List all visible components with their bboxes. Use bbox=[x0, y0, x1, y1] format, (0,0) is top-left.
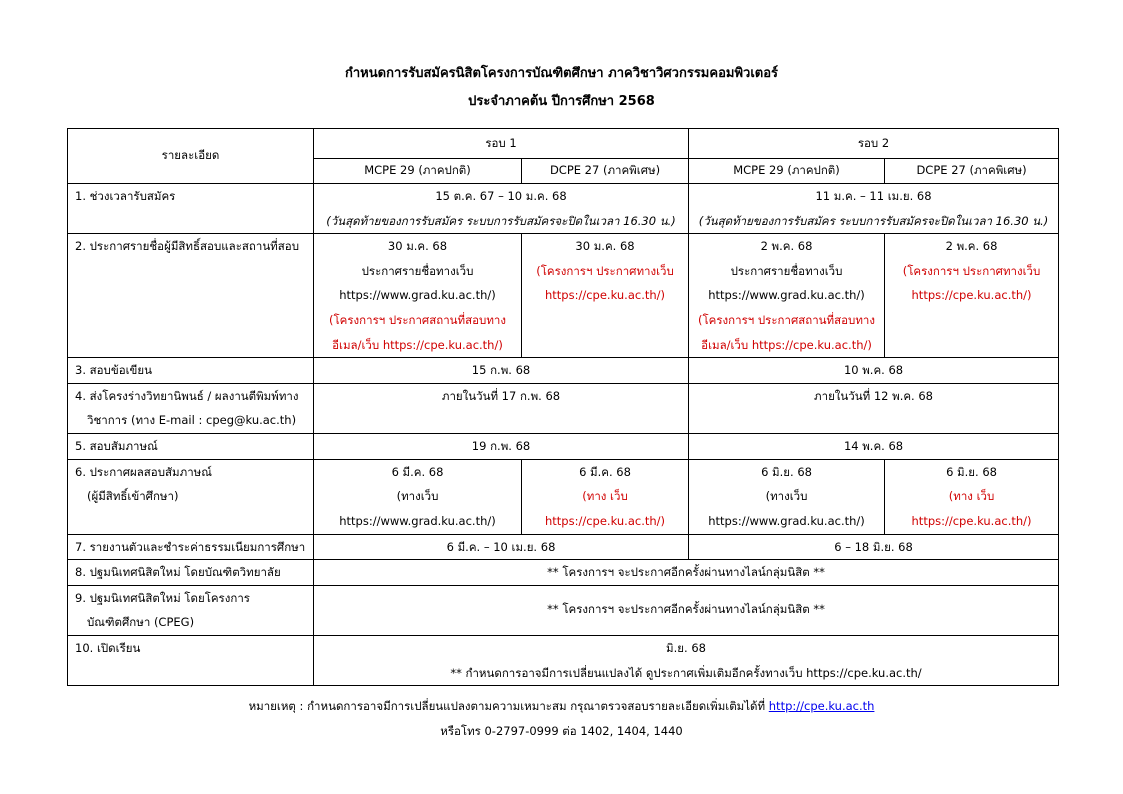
table-row bbox=[68, 635, 1059, 685]
table-row bbox=[68, 459, 1059, 534]
cell-r1-dcpe: 6 มี.ค. 68 (ทาง เว็บ https://cpe.ku.ac.th/) bbox=[522, 459, 689, 534]
row-label: 5. สอบสัมภาษณ์ bbox=[68, 433, 314, 459]
cell-r1-dcpe: 30 ม.ค. 68 (โครงการฯ ประกาศทางเว็บ https://cpe.ku.ac.th/) bbox=[522, 234, 689, 358]
header-r2-mcpe: MCPE 29 (ภาคปกติ) bbox=[689, 159, 885, 184]
footer-link[interactable]: http://cpe.ku.ac.th bbox=[768, 699, 875, 713]
row-label: 10. เปิดเรียน bbox=[68, 635, 314, 685]
cell-round2: 10 พ.ค. 68 bbox=[689, 358, 1059, 384]
cell-round2: 11 ม.ค. – 11 เม.ย. 68 (วันสุดท้ายของการรับสมัคร ระบบการรับสมัครจะปิดในเวลา 16.30 น.) bbox=[689, 184, 1059, 234]
row-label: 3. สอบข้อเขียน bbox=[68, 358, 314, 384]
header-r1-mcpe: MCPE 29 (ภาคปกติ) bbox=[314, 159, 522, 184]
header-r2-dcpe: DCPE 27 (ภาคพิเศษ) bbox=[885, 159, 1059, 184]
cell-round1: 19 ก.พ. 68 bbox=[314, 433, 689, 459]
cell-round1: 15 ต.ค. 67 – 10 ม.ค. 68 (วันสุดท้ายของการรับสมัคร ระบบการรับสมัครจะปิดในเวลา 16.30 น.) bbox=[314, 184, 689, 234]
table-row bbox=[68, 358, 1059, 384]
row-label: 8. ปฐมนิเทศนิสิตใหม่ โดยบัณฑิตวิทยาลัย bbox=[68, 560, 314, 586]
row-label: 9. ปฐมนิเทศนิสิตใหม่ โดยโครงการ บัณฑิตศึกษา (CPEG) bbox=[68, 585, 314, 635]
table-row bbox=[68, 433, 1059, 459]
table-row bbox=[68, 560, 1059, 586]
table-row bbox=[68, 534, 1059, 560]
cell-round1: 15 ก.พ. 68 bbox=[314, 358, 689, 384]
document-subtitle: ประจำภาคต้น ปีการศึกษา 2568 bbox=[468, 94, 655, 109]
table-row bbox=[68, 184, 1059, 234]
cell-r2-dcpe: 2 พ.ค. 68 (โครงการฯ ประกาศทางเว็บ https://cpe.ku.ac.th/) bbox=[885, 234, 1059, 358]
table-row bbox=[68, 585, 1059, 635]
cell-round2: ภายในวันที่ 12 พ.ค. 68 bbox=[689, 383, 1059, 433]
header-round2: รอบ 2 bbox=[689, 129, 1059, 159]
table-row bbox=[68, 234, 1059, 358]
row-label: 7. รายงานตัวและชำระค่าธรรมเนียมการศึกษา bbox=[68, 534, 314, 560]
cell-round2: 14 พ.ค. 68 bbox=[689, 433, 1059, 459]
schedule-table bbox=[67, 128, 1059, 686]
cell-r2-mcpe: 6 มิ.ย. 68 (ทางเว็บ https://www.grad.ku.ac.th/) bbox=[689, 459, 885, 534]
cell-round2: 6 – 18 มิ.ย. 68 bbox=[689, 534, 1059, 560]
header-round1: รอบ 1 bbox=[314, 129, 689, 159]
cell-r1-mcpe: 30 ม.ค. 68 ประกาศรายชื่อทางเว็บ https://www.grad.ku.ac.th/) (โครงการฯ ประกาศสถานที่สอบทาง อีเมล/เว็บ https://cpe.ku.ac.th/) bbox=[314, 234, 522, 358]
row-label: 4. ส่งโครงร่างวิทยานิพนธ์ / ผลงานตีพิมพ์ทาง วิชาการ (ทาง E-mail : cpeg@ku.ac.th) bbox=[68, 383, 314, 433]
row-label: 2. ประกาศรายชื่อผู้มีสิทธิ์สอบและสถานที่สอบ bbox=[68, 234, 314, 358]
header-r1-dcpe: DCPE 27 (ภาคพิเศษ) bbox=[522, 159, 689, 184]
cell-r2-mcpe: 2 พ.ค. 68 ประกาศรายชื่อทางเว็บ https://www.grad.ku.ac.th/) (โครงการฯ ประกาศสถานที่สอบทาง อีเมล/เว็บ https://cpe.ku.ac.th/) bbox=[689, 234, 885, 358]
table-row bbox=[68, 383, 1059, 433]
header-details: รายละเอียด bbox=[68, 129, 314, 184]
cell-r1-mcpe: 6 มี.ค. 68 (ทางเว็บ https://www.grad.ku.ac.th/) bbox=[314, 459, 522, 534]
document-title: กำหนดการรับสมัครนิสิตโครงการบัณฑิตศึกษา ภาควิชาวิศวกรรมคอมพิวเตอร์ bbox=[345, 66, 778, 81]
footer-note bbox=[0, 698, 1123, 716]
cell-all-rounds: ** โครงการฯ จะประกาศอีกครั้งผ่านทางไลน์กลุ่มนิสิต ** bbox=[314, 585, 1059, 635]
row-label: 1. ช่วงเวลารับสมัคร bbox=[68, 184, 314, 234]
row-label: 6. ประกาศผลสอบสัมภาษณ์ (ผู้มีสิทธิ์เข้าศึกษา) bbox=[68, 459, 314, 534]
cell-round1: 6 มี.ค. – 10 เม.ย. 68 bbox=[314, 534, 689, 560]
footer-phone: หรือโทร 0-2797-0999 ต่อ 1402, 1404, 1440 bbox=[440, 724, 683, 738]
footer-note-text: หมายเหตุ : กำหนดการอาจมีการเปลี่ยนแปลงตามความเหมาะสม กรุณาตรวจสอบรายละเอียดเพิ่มเติมได้ที่ bbox=[248, 699, 769, 713]
cell-r2-dcpe: 6 มิ.ย. 68 (ทาง เว็บ https://cpe.ku.ac.th/) bbox=[885, 459, 1059, 534]
cell-round1: ภายในวันที่ 17 ก.พ. 68 bbox=[314, 383, 689, 433]
cell-all-rounds: มิ.ย. 68 ** กำหนดการอาจมีการเปลี่ยนแปลงได้ ดูประกาศเพิ่มเติมอีกครั้งทางเว็บ https://cpe.ku.ac.th/ bbox=[314, 635, 1059, 685]
cell-all-rounds: ** โครงการฯ จะประกาศอีกครั้งผ่านทางไลน์กลุ่มนิสิต ** bbox=[314, 560, 1059, 586]
